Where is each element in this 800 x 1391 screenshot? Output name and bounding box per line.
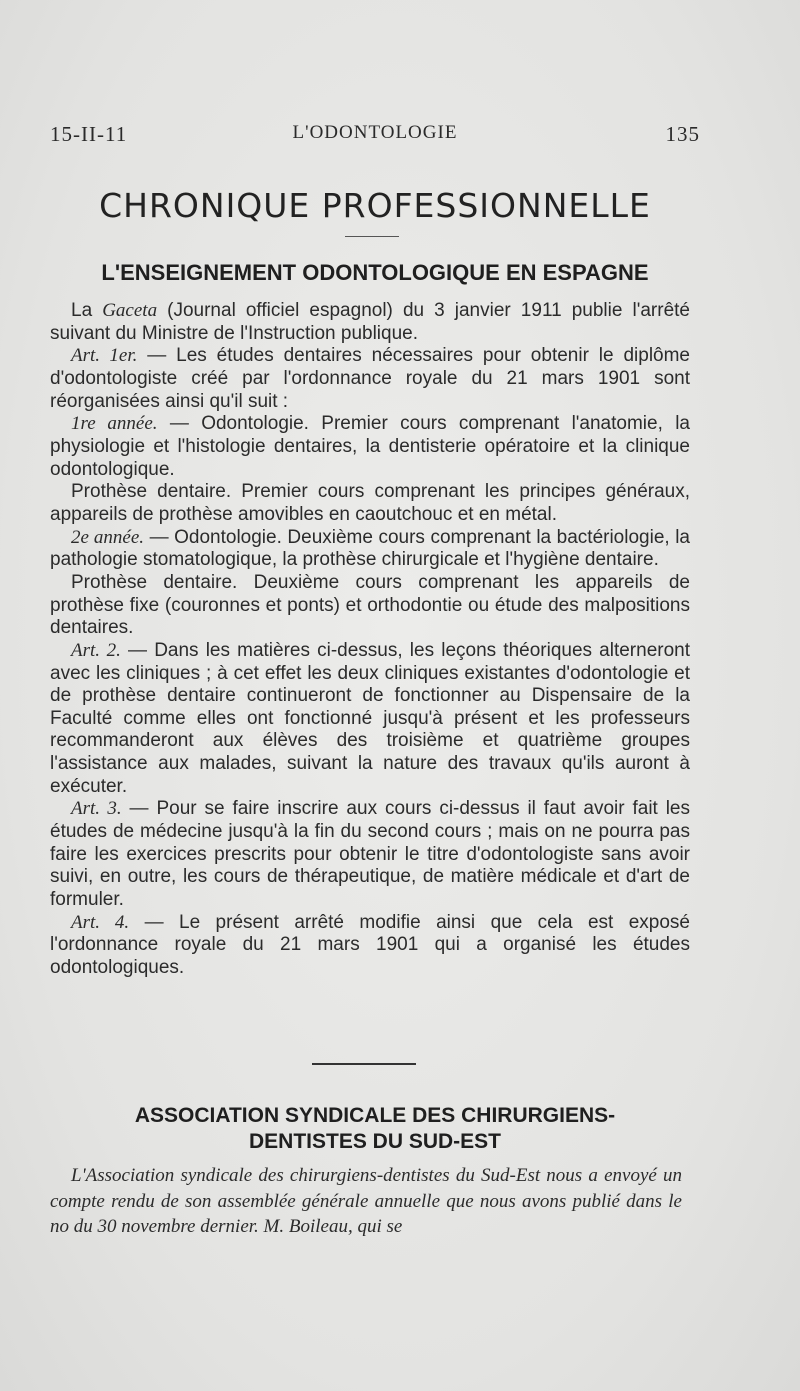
paragraph: Prothèse dentaire. Deuxième cours comprenant les appareils de prothèse fixe (couronnes et ponts) et orthodontie ou étude des malpositions dentaires. <box>50 571 690 639</box>
publication-name: Gaceta <box>102 300 158 321</box>
article-label: Art. 3. <box>71 798 122 820</box>
title-line: ASSOCIATION SYNDICALE DES CHIRURGIENS- <box>134 1104 616 1127</box>
running-header <box>50 122 700 152</box>
paragraph-text: La <box>71 300 103 321</box>
section-divider <box>312 1063 416 1065</box>
article-body <box>50 300 690 980</box>
article-label: Art. 2. <box>71 639 121 661</box>
paragraph-text: — Dans les matières ci-dessus, les leçons théoriques alterneront avec les cliniques ; à cet effet les deux cliniques existantes d'odontologie et de prothèse dentaire continueront de fonctionner au Dispensaire de la Faculté comme elles ont fonctionné jusqu'à présent et les professeurs recommanderont aux élèves des troisième et quatrième groupes l'assistance aux malades, suivant la nature des travaux qu'ils auront à exécuter. <box>50 639 691 797</box>
year-label: 2e année. <box>71 526 145 548</box>
section-heading: CHRONIQUE PROFESSIONNELLE <box>99 186 651 225</box>
paragraph-text: — Odontologie. Deuxième cours comprenant la bactériologie, la pathologie stomatologique, la prothèse chirurgicale et l'hygiène dentaire. <box>50 526 690 571</box>
paragraph <box>50 300 690 345</box>
paragraph <box>50 413 690 481</box>
journal-title: L'ODONTOLOGIE <box>292 122 458 143</box>
paragraph-text: — Les études dentaires nécessaires pour obtenir le diplôme d'odontologiste créé par l'ordonnance royale du 21 mars 1901 sont réorganisées ainsi qu'il suit : <box>50 345 690 412</box>
paragraph: Prothèse dentaire. Premier cours comprenant les principes généraux, appareils de prothèse amovibles en caoutchouc et en métal. <box>50 481 690 525</box>
article-title <box>50 1103 700 1155</box>
article-label: Art. 1er. <box>71 345 138 367</box>
paragraph-text: — Pour se faire inscrire aux cours ci-dessus il faut avoir fait les études de médecine jusqu'à la fin du second cours ; mais on ne pourra pas faire les exercices prescrits pour obtenir le titre d'odontologiste sans avoir suivi, en outre, les cours de thérapeutique, de matière médicale et d'art de formuler. <box>50 798 691 911</box>
page-number: 135 <box>665 122 700 146</box>
divider <box>345 236 399 237</box>
issue-date: 15-II-11 <box>50 122 128 146</box>
article-intro: L'Association syndicale des chirurgiens-dentistes du Sud-Est nous a envoyé un compte rendu de son assemblée générale annuelle que nous avons publié dans le no du 30 novembre dernier. M. Boileau, qui se <box>50 1165 682 1237</box>
paragraph <box>50 912 690 980</box>
paragraph <box>50 527 690 572</box>
paragraph-text: (Journal officiel espagnol) du 3 janvier 1911 publie l'arrêté suivant du Ministre de l'Instruction publique. <box>50 300 690 344</box>
paragraph <box>50 345 690 413</box>
paragraph <box>50 640 690 799</box>
paragraph-text: — Le présent arrêté modifie ainsi que cela est exposé l'ordonnance royale du 21 mars 1901 qui a organisé les études odontologiques. <box>50 911 690 979</box>
article-title: L'ENSEIGNEMENT ODONTOLOGIQUE EN ESPAGNE <box>101 260 649 285</box>
paragraph-text: — Odontologie. Premier cours comprenant l'anatomie, la physiologie et l'histologie dentaires, la dentisterie opératoire et la clinique odontologique. <box>50 413 690 480</box>
article-label: Art. 4. <box>71 911 130 933</box>
paragraph <box>50 798 690 911</box>
title-line: DENTISTES DU SUD-EST <box>248 1130 502 1153</box>
year-label: 1re année. <box>71 413 158 435</box>
